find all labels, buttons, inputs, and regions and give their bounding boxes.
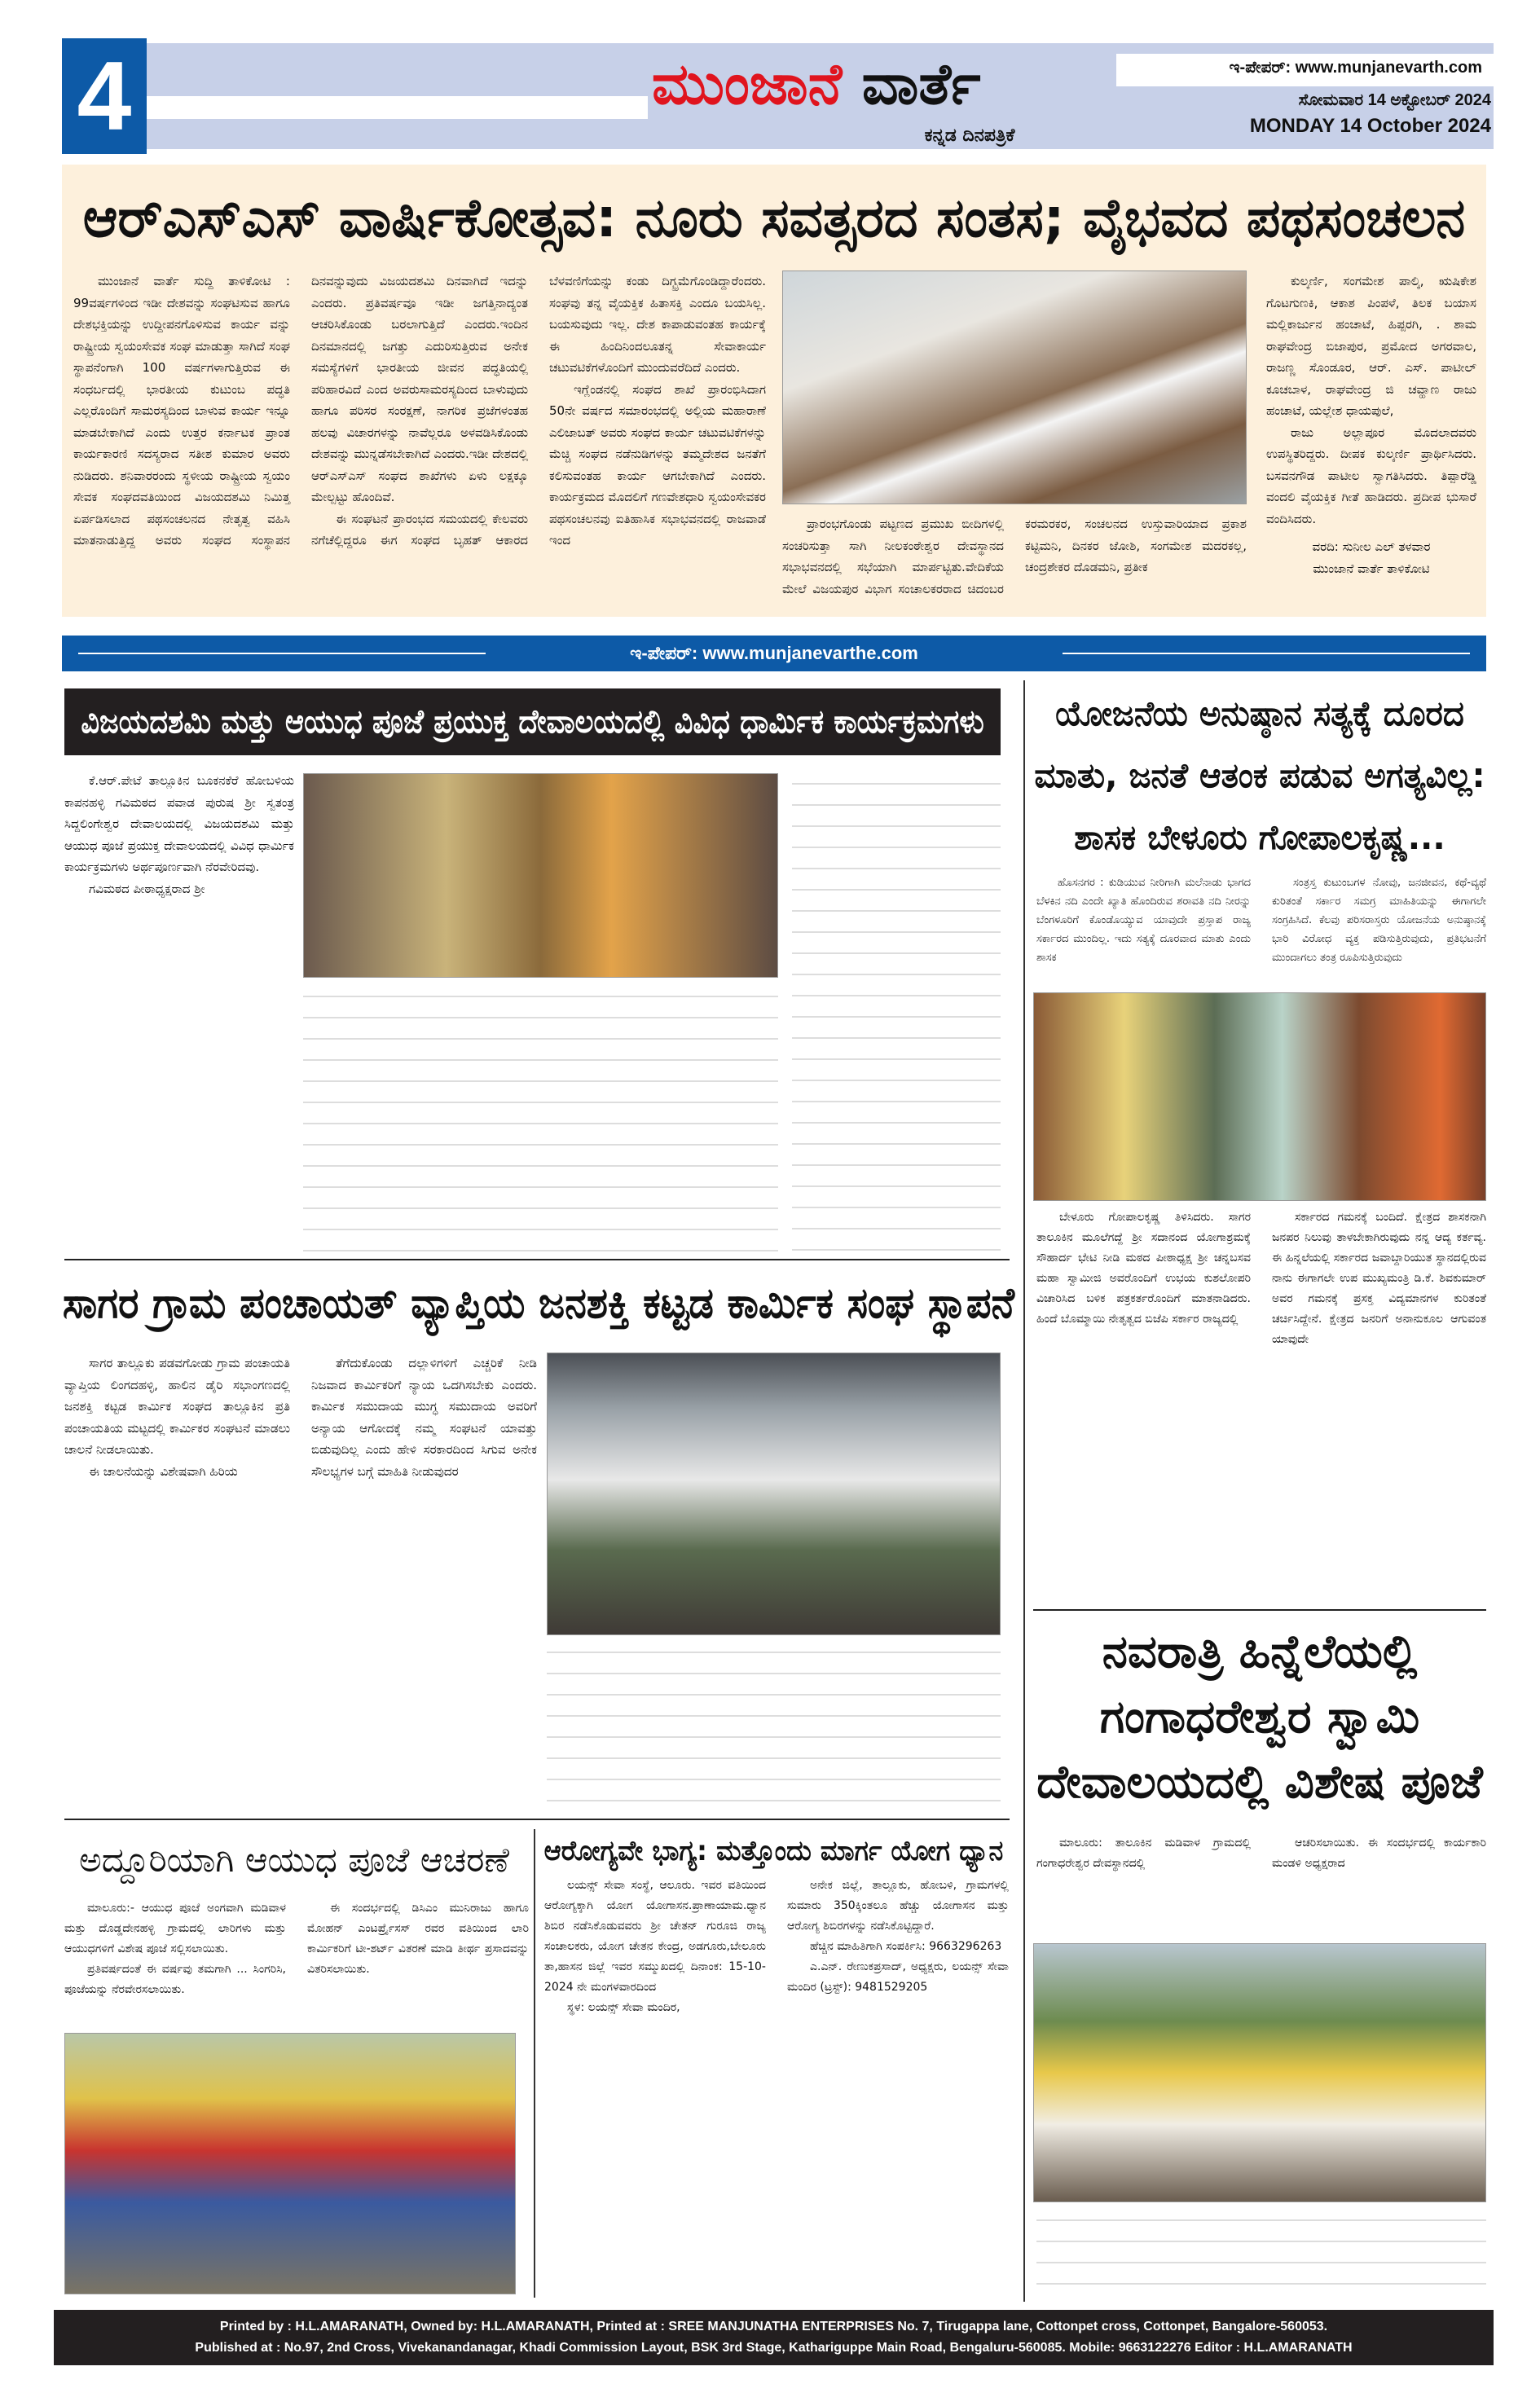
paragraph: ಆಚರಿಸಲಾಯಿತು. ಈ ಸಂದರ್ಭದಲ್ಲಿ ಕಾರ್ಯಕಾರಿ ಮಂಡಳಿ ಅಧ್ಯಕ್ಷರಾದ [1272,1836,1486,1870]
paragraph: ಪ್ರಾರಂಭಗೊಂಡು ಪಟ್ಟಣದ ಪ್ರಮುಖ ಬೀದಿಗಳಲ್ಲಿ ಸಂಚರಿಸುತ್ತಾ ಸಾಗಿ ನೀಲಕಂಠೇಶ್ವರ ದೇವಸ್ಥಾನದ ಸಭಾಭವನದಲ್ಲಿ ಸಭೆಯಾಗಿ ಮಾರ್ಪಟ್ಟಿತು.ವೇದಿಕೆಯ ಮೇಲೆ ವಿಜಯಪುರ ವಿಭಾಗ ಸಂಚಾಲಕರರಾದ ಚಿದಂಬರ ಕರಮರಕರ, ಸಂಚಲನದ ಉಸ್ತುವಾರಿಯಾದ ಪ್ರಕಾಶ ಕಟ್ಟಿಮನಿ, ದಿನಕರ ಜೋಶಿ, ಸಂಗಮೇಶ ಮದರಕಲ್ಲ, ಚಂದ್ರಶೇಕರ ದೊಡಮನಿ, ಪ್ರತೀಕ [782,517,1247,596]
paragraph: ಮಾಲೂರು:- ಆಯುಧ ಪೂಜೆ ಅಂಗವಾಗಿ ಮಡಿವಾಳ ಮತ್ತು ದೊಡ್ಡದೇನಹಳ್ಳಿ ಗ್ರಾಮದಲ್ಲಿ ಲಾರಿಗಳು ಮತ್ತು ಆಯುಧಗಳಿಗೆ ವಿಶೇಷ ಪೂಜೆ ಸಲ್ಲಿಸಲಾಯಿತು. [64,1902,286,1955]
lead-body-under-photo [782,513,1247,611]
yojane-body-continued [1036,1207,1486,1603]
rss-march-photo [782,271,1247,504]
newspaper-logo [652,47,1092,122]
lead-body [73,271,766,609]
sagara-body [64,1353,537,1809]
lorry-pooja-photo [64,2033,516,2294]
temple-ceremony-photo [303,773,778,978]
paragraph: ಕುಲ್ಕರ್ಣಿ, ಸಂಗಮೇಶ ಪಾಲ್ಕಿ, ಋಷಿಕೇಶ ಗೊಟಗುಣಕಿ, ಆಕಾಶ ಪಿಂಪಳೆ, ತಿಲಕ ಬಯಾಸ ಮಲ್ಲಿಕಾರ್ಜುನ ಹಂಚಾಟೆ, ಹಿಪ್ಪರಗಿ, . ಶಾಮ ರಾಘವೇಂದ್ರ ಬಿಜಾಪುರ, ಪ್ರಮೋದ ಅಗರವಾಲ, ರಾಜಣ್ಣ ಸೊಂಡೂರ, ಆರ್. ಎಸ್. ಪಾಟೀಲ್ ಕೂಚಬಾಳ, ರಾಘವೇಂದ್ರ ಜಿ ಚವ್ಹಾಣ ರಾಜು ಹಂಚಾಟೆ, ಯಲ್ಲೇಶ ಧಾಯಪುಲೆ, [1266,274,1476,418]
paragraph: ಸಂತ್ರಸ್ತ ಕುಟುಂಬಗಳ ನೋವು, ಜನಜೀವನ, ಕಥೆ-ವ್ಯಥೆ ಕುರಿತಂತೆ ಸರ್ಕಾರ ಸಮಗ್ರ ಮಾಹಿತಿಯನ್ನು ಈಗಾಗಲೇ ಸಂಗ್ರಹಿಸಿದೆ. ಕೆಲವು ಪರಿಸರಾಸ್ತರು ಯೋಜನೆಯ ಅನುಷ್ಠಾನಕ್ಕೆ ಭಾರಿ ವಿರೋಧ ವ್ಯಕ್ತ ಪಡಿಸುತ್ತಿರುವುದು, ಪ್ರತಿಭಟನೆಗೆ ಮುಂದಾಗಲು ತಂತ್ರ ರೂಪಿಸುತ್ತಿರುವುದು [1272,877,1486,964]
paragraph: ಈ ಸಂಘಟನೆ ಪ್ರಾರಂಭದ ಸಮಯದಲ್ಲಿ ಕೇಲವರು ನಗೆಚೆಲ್ಲಿದ್ದರೂ ಈಗ ಸಂಘದ ಬೃಹತ್ ಆಕಾರದ ಬೆಳವಣಿಗೆಯನ್ನು ಕಂಡು ದಿಗ್ಭ್ರಮೆಗೊಂಡಿದ್ದಾರೆಂದರು. ಸಂಘವು ತನ್ನ ವೈಯಕ್ತಿಕ ಹಿತಾಸಕ್ತಿ ಎಂದೂ ಬಯಸಿಲ್ಲ. ಬಯಸುವುದು ಇಲ್ಲ. ದೇಶ ಕಾಪಾಡುವಂತಹ ಕಾರ್ಯಕ್ಕೆ ಈ ಹಿಂದಿನಿಂದಲೂತನ್ನ ಸೇವಾಕಾರ್ಯ ಚಟುವಟಿಕೆಗಳೊಂದಿಗೆ ಮುಂದುವರೆದಿದೆ ಎಂದರು. [311,274,766,548]
column-divider [1023,680,1025,2302]
navaratri-body-continued [1036,2210,1486,2299]
logo-word-1: ಮುಂಜಾನೆ [652,51,843,117]
imprint-line-2: Published at : No.97, 2nd Cross, Vivekanandanagar, Khadi Commission Layout, BSK 3rd Stage, Kathariguppe Main Road, Bengaluru-560085. Mobile: 9663122276 Editor : H.L.AMARANATH [195,2341,1353,2355]
imprint-line-1: Printed by : H.L.AMARANATH, Owned by: H.L.AMARANATH, Printed at : SREE MANJUNATHA ENTERPRISES No. 7, Tirugappa lane, Cottonpet cross, Cottonpet, Bangalore-560053. [219,2320,1328,2333]
lead-body-right [1266,271,1476,613]
lead-headline: ಆರ್‌ಎಸ್‌ಎಸ್ ವಾರ್ಷಿಕೋತ್ಸವ: ನೂರು ಸವತ್ಸರದ ಸಂತಸ; ವೈಭವದ ಪಥಸಂಚಲನ [82,187,1466,249]
divider [64,1259,1010,1260]
paragraph: ಮುಂಜಾನೆ ವಾರ್ತೆ ಸುದ್ದಿ ತಾಳಿಕೋಟಿ : 99ವರ್ಷಗಳಿಂದ ಇಡೀ ದೇಶವನ್ನು ಸಂಘಟಿಸುವ ಹಾಗೂ ದೇಶಭಕ್ತಿಯನ್ನು ಉದ್ದೀಪನಗೊಳಿಸುವ ಕಾರ್ಯ ವನ್ನು ರಾಷ್ಟ್ರೀಯ ಸ್ವಯಂಸೇವಕ ಸಂಘ ಮಾಡುತ್ತಾ ಸಾಗಿದೆ ಸಂಘ ಸ್ಥಾಪನೆಂಗಾಗಿ 100 ವರ್ಷಗಳಾಗುತ್ತಿರುವ ಈ ಸಂಧರ್ಬದಲ್ಲಿ ಭಾರತೀಯ ಕುಟುಂಬ ಪದ್ಧತಿ ಎಲ್ಲರೊಂದಿಗೆ ಸಾಮರಸ್ಯದಿಂದ ಬಾಳುವ ಕಾರ್ಯ ಇನ್ನೂ ಮಾಡಬೇಕಾಗಿದೆ ಎಂದು ಉತ್ತರ ಕರ್ನಾಟಕ ಪ್ರಾಂತ ಕಾರ್ಯಕಾರಣಿ ಸದಸ್ಯರಾದ ಸತೀಶ ಕುಮಾರ ಅವರು ನುಡಿದರು. ಶನಿವಾರರಂದು ಸ್ಥಳೀಯ ರಾಷ್ಟ್ರೀಯ ಸ್ವಯಂ ಸೇವಕ ಸಂಘದವತಿಯಿಂದ ವಿಜಯದಶಮಿ ನಿಮಿತ್ತ ಏರ್ಪಡಿಸಲಾದ ಪಥಸಂಚಲನದ ನೇತೃತ್ವ ವಹಿಸಿ ಮಾತನಾಡುತ್ತಿದ್ದ ಅವರು ಸಂಘದ ಸಂಸ್ಥಾಪನ ದಿನವನ್ನುವುದು ವಿಜಯದಶಮಿ ದಿನವಾಗಿದೆ ಇದನ್ನು ಎಂದರು. ಪ್ರತಿವರ್ಷವೂ ಇಡೀ ಜಗತ್ತಿನಾದ್ಯಂತ ಆಚರಿಸಿಕೊಂಡು ಬರಲಾಗುತ್ತಿದೆ ಎಂದರು.ಇಂದಿನ ದಿನಮಾನದಲ್ಲಿ ಜಗತ್ತು ಎದುರಿಸುತ್ತಿರುವ ಅನೇಕ ಸಮಸ್ಯೆಗಳಿಗೆ ಭಾರತೀಯ ಜೀವನ ಪದ್ಧತಿಯಲ್ಲಿ ಪರಿಹಾರವಿದೆ ಎಂದ ಅವರುಸಾಮರಸ್ಯದಿಂದ ಬಾಳುವುದು ಹಾಗೂ ಪರಿಸರ ಸಂರಕ್ಷಣೆ, ನಾಗರಿಕ ಪ್ರಜೆಗಳಂತಹ ಹಲವು ವಿಚಾರಗಳನ್ನು ನಾವೆಲ್ಲರೂ ಅಳವಡಿಸಿಕೊಂಡು ದೇಶವನ್ನು ಮುನ್ನಡೆಸಬೇಕಾಗಿದೆ ಎಂದರು.ಇಡೀ ದೇಶದಲ್ಲಿ ಆರ್‌ಎಸ್‌ಎಸ್ ಸಂಘದ ಶಾಖೆಗಳು ಏಳು ಲಕ್ಷಕ್ಕೂ ಮೇಲ್ಪಟ್ಟು ಹೊಂದಿವೆ. [73,274,528,548]
sagara-body-continued [547,1642,1001,1809]
navaratri-headline: ನವರಾತ್ರಿ ಹಿನ್ನೆಲೆಯಲ್ಲಿ ಗಂಗಾಧರೇಶ್ವರ ಸ್ವಾಮಿ ದೇವಾಲಯದಲ್ಲಿ ವಿಶೇಷ ಪೂಜೆ [1036,1625,1483,1809]
epaper-link[interactable]: ಇ-ಪೇಪರ್: www.munjanevarth.com [1116,54,1494,86]
paragraph: ಪ್ರತಿವರ್ಷದಂತೆ ಈ ವರ್ಷವು ತಮಗಾಗಿ ... ಸಿಂಗರಿಸಿ, ಪೂಜೆಯನ್ನು ನೆರವೇರಸಲಾಯಿತು. [64,1963,286,1996]
workers-union-photo [547,1353,1001,1635]
yojane-headline: ಯೋಜನೆಯ ಅನುಷ್ಠಾನ ಸತ್ಯಕ್ಕೆ ದೂರದ ಮಾತು, ಜನತೆ ಆತಂಕ ಪಡುವ ಅಗತ್ಯವಿಲ್ಲ: ಶಾಸಕ ಬೇಳೂರು ಗೋಪಾಲಕೃಷ್ಣ... [1034,693,1485,857]
vijayadashami-body [64,770,294,1255]
paragraph: ಸಾಗರ ತಾಲ್ಲೂಕು ಪಡವಗೋಡು ಗ್ರಾಮ ಪಂಚಾಯತಿ ವ್ಯಾಪ್ತಿಯ ಲಿಂಗದಹಳ್ಳಿ, ಹಾಲಿನ ಡೈರಿ ಸಭಾಂಗಣದಲ್ಲಿ ಜನಶಕ್ತಿ ಕಟ್ಟಡ ಕಾರ್ಮಿಕ ಸಂಘದ ತಾಲ್ಲೂಕಿನ ಪ್ರತಿ ಪಂಚಾಯತಿಯ ಮಟ್ಟದಲ್ಲಿ ಕಾರ್ಮಿಕರ ಸಂಘಟನೆ ಮಾಡಲು ಚಾಲನೆ ನೀಡಲಾಯಿತು. [64,1356,290,1457]
divider [78,653,486,654]
paragraph: ಈ ಚಾಲನೆಯನ್ನು ವಿಶೇಷವಾಗಿ ಹಿರಿಯ [89,1463,238,1479]
paragraph: ಗವಿಮಠದ ಪೀಠಾಧ್ಯಕ್ಷರಾದ ಶ್ರೀ [89,881,205,896]
date-kannada: ಸೋಮವಾರ 14 ಅಕ್ಟೋಬರ್ 2024 [1298,91,1491,109]
tagline: ಕನ್ನಡ ದಿನಪತ್ರಿಕೆ [924,125,1015,146]
ayudha-pooja-headline: ಅದ್ದೂರಿಯಾಗಿ ಆಯುಧ ಪೂಜೆ ಆಚರಣೆ [79,1840,509,1880]
byline-place: ಮುಂಜಾನೆ ವಾರ್ತೆ ತಾಳಿಕೋಟಿ [1313,561,1430,576]
byline: ವರದಿ: ಸುನೀಲ ಎಲ್ ತಳವಾರ [1312,539,1431,554]
paragraph: ತೆಗೆದುಕೊಂಡು ದಲ್ಲಾಳಿಗಳಿಗೆ ಎಚ್ಚರಿಕೆ ನೀಡಿ ನಿಜವಾದ ಕಾರ್ಮಿಕರಿಗೆ ನ್ಯಾಯ ಒದಗಿಸಬೇಕು ಎಂದರು. ಕಾರ್ಮಿಕ ಸಮುದಾಯ ಮುಗ್ಧ ಸಮುದಾಯ ಅವರಿಗೆ ಅನ್ಯಾಯ ಆಗೋದಕ್ಕೆ ನಮ್ಮ ಸಂಘಟನೆ ಯಾವತ್ತು ಬಿಡುವುದಿಲ್ಲ ಎಂದು ಹೇಳಿ ಸರಕಾರದಿಂದ ಸಿಗುವ ಅನೇಕ ಸೌಲಭ್ಯಗಳ ಬಗ್ಗೆ ಮಾಹಿತಿ ನೀಡುವುದರ [311,1356,537,1479]
vijayadashami-headline: ವಿಜಯದಶಮಿ ಮತ್ತು ಆಯುಧ ಪೂಜೆ ಪ್ರಯುಕ್ತ ದೇವಾಲಯದಲ್ಲಿ ವಿವಿಧ ಧಾರ್ಮಿಕ ಕಾರ್ಯಕ್ರಮಗಳು [81,703,984,741]
epaper-strip [62,636,1486,671]
logo-word-2: ವಾರ್ತೆ [861,51,981,117]
yoga-headline: ಆರೋಗ್ಯವೇ ಭಾಗ್ಯ: ಮತ್ತೊಂದು ಮಾರ್ಗ ಯೋಗ ಧ್ಯಾನ [543,1835,1004,1867]
paragraph: ಹೆಚ್ಚಿನ ಮಾಹಿತಿಗಾಗಿ ಸಂಪರ್ಕಿಸಿ: 9663296263 [810,1940,1002,1953]
paragraph: ಹೊಸನಗರ : ಕುಡಿಯುವ ನೀರಿಗಾಗಿ ಮಲೆನಾಡು ಭಾಗದ ಬೆಳಕಿನ ನದಿ ಎಂದೇ ಖ್ಯಾತಿ ಹೊಂದಿರುವ ಶರಾವತಿ ನದಿ ನೀರನ್ನು ಬೆಂಗಳೂರಿಗೆ ಕೊಂಡೊಯ್ಯುವ ಯಾವುದೇ ಪ್ರಸ್ತಾಪ ರಾಜ್ಯ ಸರ್ಕಾರದ ಮುಂದಿಲ್ಲ. ಇದು ಸತ್ಯಕ್ಕೆ ದೂರವಾದ ಮಾತು ಎಂದು ಶಾಸಕ [1036,877,1251,964]
ayudha-pooja-body [64,1898,529,2029]
paragraph: ಮಾಲೂರು: ತಾಲೂಕಿನ ಮಡಿವಾಳ ಗ್ರಾಮದಲ್ಲಿ ಗಂಗಾಧರೇಶ್ವರ ದೇವಸ್ಥಾನದಲ್ಲಿ [1036,1836,1251,1870]
vijayadashami-body-continued [792,773,1001,1254]
divider [1063,653,1470,654]
imprint-footer [54,2310,1494,2365]
paragraph: ಸ್ಥಳ: ಲಯನ್ಸ್ ಸೇವಾ ಮಂದಿರ, [567,2001,680,2014]
navaratri-body [1036,1833,1486,1939]
divider [1033,1609,1486,1611]
mla-meeting-photo [1033,992,1486,1201]
paragraph: ಲಯನ್ಸ್ ಸೇವಾ ಸಂಸ್ಥೆ, ಆಲೂರು. ಇವರ ವತಿಯಿಂದ ಆರೋಗ್ಯಕ್ಕಾಗಿ ಯೋಗ ಯೋಗಾಸನ.ಪ್ರಾಣಾಯಾಮ.ಧ್ಯಾನ ಶಿಬಿರ ನಡೆಸಿಕೊಡುವವರು ಶ್ರೀ ಚೇತನ್ ಗುರೂಜಿ ರಾಜ್ಯ ಸಂಚಾಲಕರು, ಯೋಗ ಚೇತನ ಕೇಂದ್ರ, ಅಡಗೂರು,ಬೇಲೂರು ತಾ,ಹಾಸನ ಜಿಲ್ಲೆ ಇವರ ಸಮ್ಮುಖದಲ್ಲಿ ದಿನಾಂಕ: 15-10-2024 ನೇ ಮಂಗಳವಾರದಿಂದ [544,1879,766,1994]
sagara-headline: ಸಾಗರ ಗ್ರಾಮ ಪಂಚಾಯತ್ ವ್ಯಾಪ್ತಿಯ ಜನಶಕ್ತಿ ಕಟ್ಟಡ ಕಾರ್ಮಿಕ ಸಂಘ ಸ್ಥಾಪನೆ [62,1279,1015,1328]
yoga-body [544,1876,1009,2298]
lead-article [62,165,1486,617]
divider [534,1829,535,2298]
paragraph: ಅನೇಕ ಜಿಲ್ಲೆ, ತಾಲ್ಲೂಕು, ಹೋಬಳಿ, ಗ್ರಾಮಗಳಲ್ಲಿ ಸುಮಾರು 350ಕ್ಕಿಂತಲೂ ಹೆಚ್ಚು ಯೋಗಾಸನ ಮತ್ತು ಆರೋಗ್ಯ ಶಿಬಿರಗಳನ್ನು ನಡೆಸಿಕೊಟ್ಟಿದ್ದಾರೆ. [787,1879,1009,1933]
yojane-body [1036,873,1486,987]
masthead-rule [147,96,648,119]
paragraph: ಈ ಸಂದರ್ಭದಲ್ಲಿ ಡಿಸಿಎಂ ಮುನಿರಾಜು ಹಾಗೂ ಮೋಹನ್ ಎಂಟರ್ಪ್ರೈಸಸ್ ರವರ ವತಿಯಿಂದ ಲಾರಿ ಕಾರ್ಮಿಕರಿಗೆ ಟೀ-ಶರ್ಟ್ ವಿತರಣೆ ಮಾಡಿ ತೀರ್ಥ ಪ್ರಸಾದವನ್ನು ವಿತರಿಸಲಾಯಿತು. [307,1902,529,1976]
paragraph: ಇಗ್ಲೆಂಡನಲ್ಲಿ ಸಂಘದ ಶಾಖೆ ಪ್ರಾರಂಭಿಸಿದಾಗ 50ನೇ ವರ್ಷದ ಸಮಾರಂಭದಲ್ಲಿ ಅಲ್ಲಿಯ ಮಹಾರಾಣೆ ಎಲಿಜಾಬತ್ ಅವರು ಸಂಘದ ಕಾರ್ಯ ಚಟುವಟಿಕೆಗಳನ್ನು ಮೆಚ್ಚಿ ಸಂಘದ ನಡೆನುಡಿಗಳನ್ನು ತಮ್ಮದೇಶದ ಜನತೆಗೆ ಕಲಿಸುವಂತಹ ಕಾರ್ಯ ಆಗಬೇಕಾಗಿದೆ ಎಂದರು. ಕಾರ್ಯಕ್ರಮದ ಮೊದಲಿಗೆ ಗಣವೇಶಧಾರಿ ಸ್ವಯಂಸೇವಕರ ಪಥಸಂಚಲನವು ಐತಿಹಾಸಿಕ ಸಭಾಭವನದಲ್ಲಿ ರಾಜವಾಡೆ ಇಂದ [549,381,766,548]
paragraph: ಕೆ.ಆರ್.ಪೇಟೆ ತಾಲ್ಲೂಕಿನ ಬೂಕನಕೆರೆ ಹೋಬಳಿಯ ಕಾಪನಹಳ್ಳಿ ಗವಿಮಠದ ಪವಾಡ ಪುರುಷ ಶ್ರೀ ಸ್ವತಂತ್ರ ಸಿದ್ದಲಿಂಗೇಶ್ವರ ದೇವಾಲಯದಲ್ಲಿ ವಿಜಯದಶಮಿ ಮತ್ತು ಆಯುಧ ಪೂಜೆ ಪ್ರಯುಕ್ತ ದೇವಾಲಯದಲ್ಲಿ ವಿವಿಧ ಧಾರ್ಮಿಕ ಕಾರ್ಯಕ್ರಮಗಳು ಅರ್ಥಪೂರ್ಣವಾಗಿ ನೆರವೇರಿದವು. [64,773,294,874]
paragraph: ಬೇಳೂರು ಗೋಪಾಲಕೃಷ್ಣ ತಿಳಿಸಿದರು. ಸಾಗರ ತಾಲೂಕಿನ ಮೂಲೆಗದ್ದೆ ಶ್ರೀ ಸದಾನಂದ ಯೋಗಾಶ್ರಮಕ್ಕೆ ಸೌಹಾರ್ದ ಭೇಟಿ ನೀಡಿ ಮಠದ ಪೀಠಾಧ್ಯಕ್ಷ ಶ್ರೀ ಚನ್ನಬಸವ ಮಹಾ ಸ್ವಾಮೀಜಿ ಅವರೊಂದಿಗೆ ಉಭಯ ಕುಶಲೋಪರಿ ವಿಚಾರಿಸಿದ ಬಳಿಕ ಪತ್ರಕರ್ತರೊಂದಿಗೆ ಮಾತನಾಡಿದರು. ಹಿಂದೆ ಬೊಮ್ಮಾಯಿ ನೇತೃತ್ವದ ಬಿಜೆಪಿ ಸರ್ಕಾರ ರಾಜ್ಯದಲ್ಲಿ [1036,1211,1251,1326]
divider [64,1819,1010,1820]
paragraph: ರಾಜು ಅಲ್ಲಾಪೂರ ಮೊದಲಾದವರು ಉಪಸ್ಥಿತರಿದ್ದರು. ದೀಪಕ ಕುಲ್ಕರ್ಣಿ ಪ್ರಾರ್ಥಿಸಿದರು. ಬಸವನಗೌಡ ಪಾಟೀಲ ಸ್ವಾಗತಿಸಿದರು. ತಿಪ್ಪಾರೆಡ್ಡಿ ವಂದಲಿ ವೈಯಕ್ತಿಕ ಗೀತೆ ಹಾಡಿದರು. ಪ್ರದೀಪ ಭುಸಾರೆ ವಂದಿಸಿದರು. [1266,424,1476,526]
temple-procession-photo [1033,1943,1486,2202]
date-english: MONDAY 14 October 2024 [1249,115,1491,137]
epaper-strip-link[interactable]: ಇ-ಪೇಪರ್: www.munjanevarthe.com [630,643,918,663]
page-number: 4 [62,38,147,154]
paragraph: ಸರ್ಕಾರದ ಗಮನಕ್ಕೆ ಬಂದಿದೆ. ಕ್ಷೇತ್ರದ ಶಾಸಕನಾಗಿ ಜನಪರ ನಿಲುವು ತಾಳಬೇಕಾಗಿರುವುದು ನನ್ನ ಆದ್ಯ ಕರ್ತವ್ಯ. ಈ ಹಿನ್ನಲೆಯಲ್ಲಿ ಸರ್ಕಾರದ ಜವಾಬ್ದಾರಿಯುತ ಸ್ಥಾನದಲ್ಲಿರುವ ನಾನು ಈಗಾಗಲೇ ಉಪ ಮುಖ್ಯಮಂತ್ರಿ ಡಿ.ಕೆ. ಶಿವಕುಮಾರ್ ಅವರ ಗಮನಕ್ಕೆ ಪ್ರಸಕ್ತ ವಿದ್ಯಮಾನಗಳ ಕುರಿತಂತೆ ಚರ್ಚಿಸಿದ್ದೇನೆ. ಕ್ಷೇತ್ರದ ಜನರಿಗೆ ಅನಾನುಕೂಲ ಆಗುವಂತ ಯಾವುದೇ [1272,1211,1486,1346]
vijayadashami-body-under-photo [303,986,778,1255]
paragraph: ಎ.ಎನ್. ರೇಣುಕಪ್ರಸಾದ್, ಅಧ್ಯಕ್ಷರು, ಲಯನ್ಸ್ ಸೇವಾ ಮಂದಿರ (ಟ್ರಸ್ಟ್): 9481529205 [787,1960,1009,1994]
